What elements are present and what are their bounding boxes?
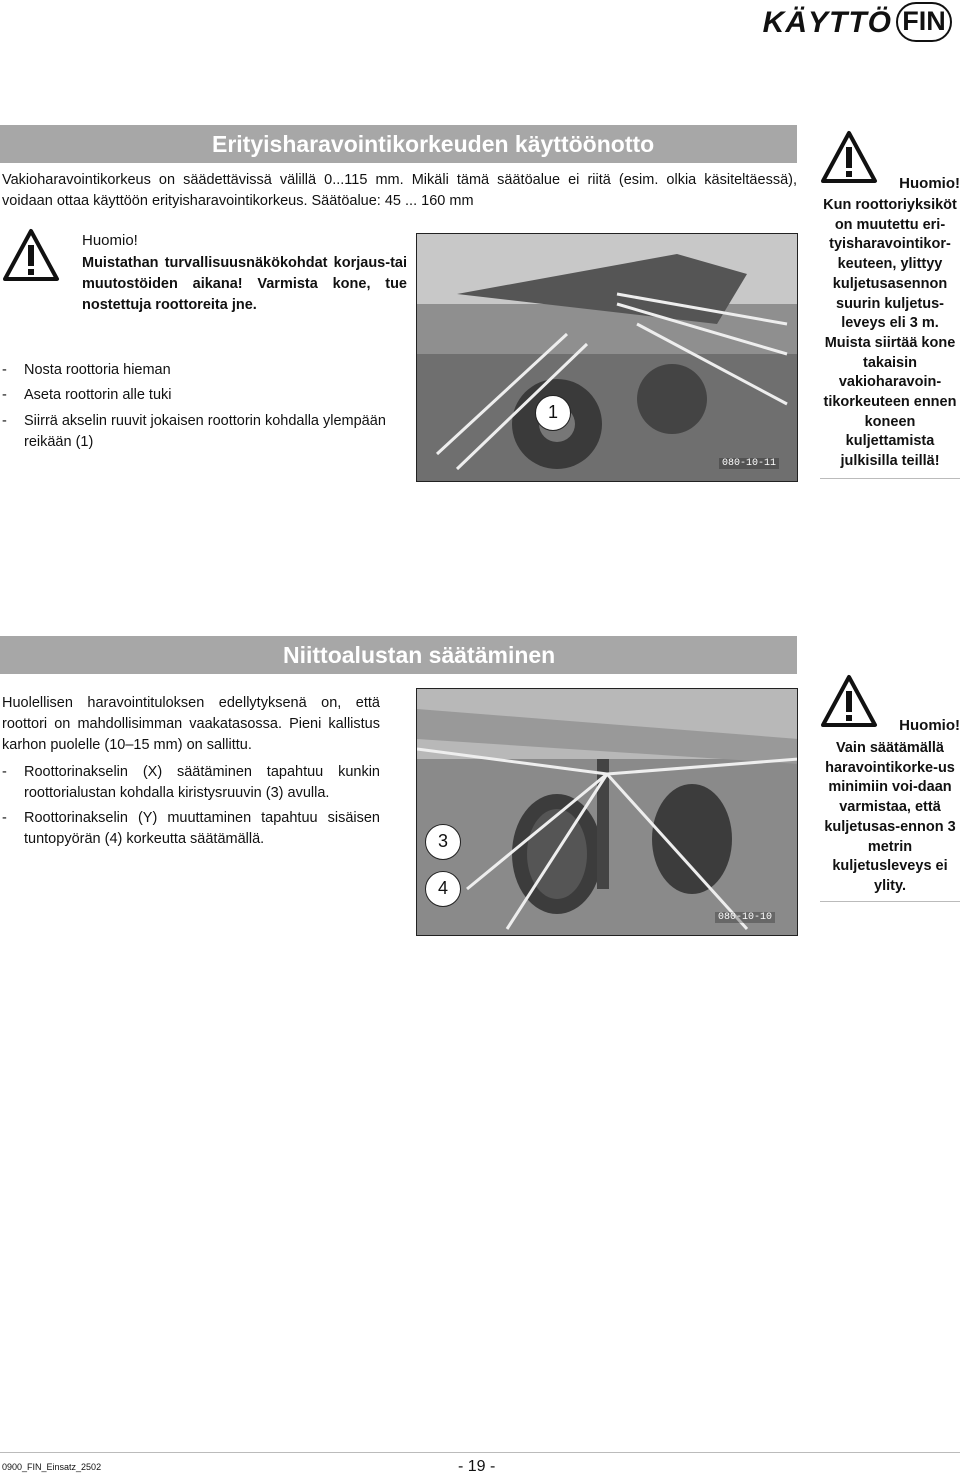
section-title-bar [0, 125, 797, 163]
list-item: - Roottorinakselin (X) säätäminen tapahtuu kunkin roottorialustan kohdalla kiristysruuvin (3) avulla. [2, 764, 380, 801]
side-warning [820, 130, 960, 479]
warning-box [82, 230, 407, 316]
side-warning-text: Kun roottoriyksiköt on muutettu eri-tyisharavointikor-keuteen, ylittyy kuljetusasennon suurin kuljetus-leveys eli 3 m. Muista siirtää kone takaisin vakioharavoin-tikorkeuteen ennen koneen kuljettamista julkisilla teillä! [820, 196, 960, 479]
callout-label: 4 [425, 871, 461, 907]
side-warning-text: Vain säätämällä haravointikorke-us minimiin voi-daan varmistaa, että kuljetusas-ennon 3 metrin kuljetusleveys ei ylity. [820, 739, 960, 902]
footer-divider [0, 1452, 960, 1453]
section-intro: Huolellisen haravointituloksen edellytyksenä on, että roottori on mahdollisimman vaakatasossa. Pieni kallistus karhon puolelle (10–15 mm) on sallittu. [2, 695, 380, 753]
list-item: - Siirrä akselin ruuvit jokaisen roottorin kohdalla ylempään reikään (1) [2, 413, 386, 450]
side-warning-heading: Huomio! [899, 175, 960, 192]
list-item: - Nosta roottoria hieman [2, 362, 171, 378]
section-title-bar [0, 636, 797, 674]
warning-triangle-icon [820, 674, 878, 728]
callout-label: 1 [535, 395, 571, 431]
warning-triangle-icon [820, 130, 878, 184]
photo-code: 080-10-11 [719, 458, 779, 469]
side-warning-heading: Huomio! [899, 717, 960, 734]
section-title: Erityisharavointikorkeuden käyttöönotto [212, 131, 655, 157]
page-number: - 19 - [458, 1458, 496, 1475]
callout-label: 3 [425, 824, 461, 860]
list-item: - Aseta roottorin alle tuki [2, 387, 172, 403]
rotor-photo [416, 233, 798, 482]
side-warning [820, 674, 960, 902]
rotor-underside-photo [416, 688, 798, 936]
section-intro: Vakioharavointikorkeus on säädettävissä välillä 0...115 mm. Mikäli tämä säätöalue ei riitä (esim. olkia käsiteltäessä), voidaan ottaa käyttöön erityisharavointikorkeus. Säätöalue: 45 ... 160 mm [2, 172, 797, 209]
language-badge: FIN [896, 2, 952, 42]
section-title: Niittoalustan säätäminen [283, 642, 556, 668]
page-header-title: KÄYTTÖ [762, 6, 892, 39]
warning-heading: Huomio! [82, 232, 138, 249]
photo-code: 080-10-10 [715, 912, 775, 923]
warning-triangle-icon [2, 228, 60, 282]
footer-doc-code: 0900_FIN_Einsatz_2502 [2, 1462, 102, 1472]
list-item: - Roottorinakselin (Y) muuttaminen tapahtuu sisäisen tuntopyörän (4) korkeutta säätämällä. [2, 810, 380, 847]
warning-text: Muistathan turvallisuusnäkökohdat korjaus-tai muutostöiden aikana! Varmista kone, tue nostettuja roottoreita jne. [82, 255, 407, 313]
